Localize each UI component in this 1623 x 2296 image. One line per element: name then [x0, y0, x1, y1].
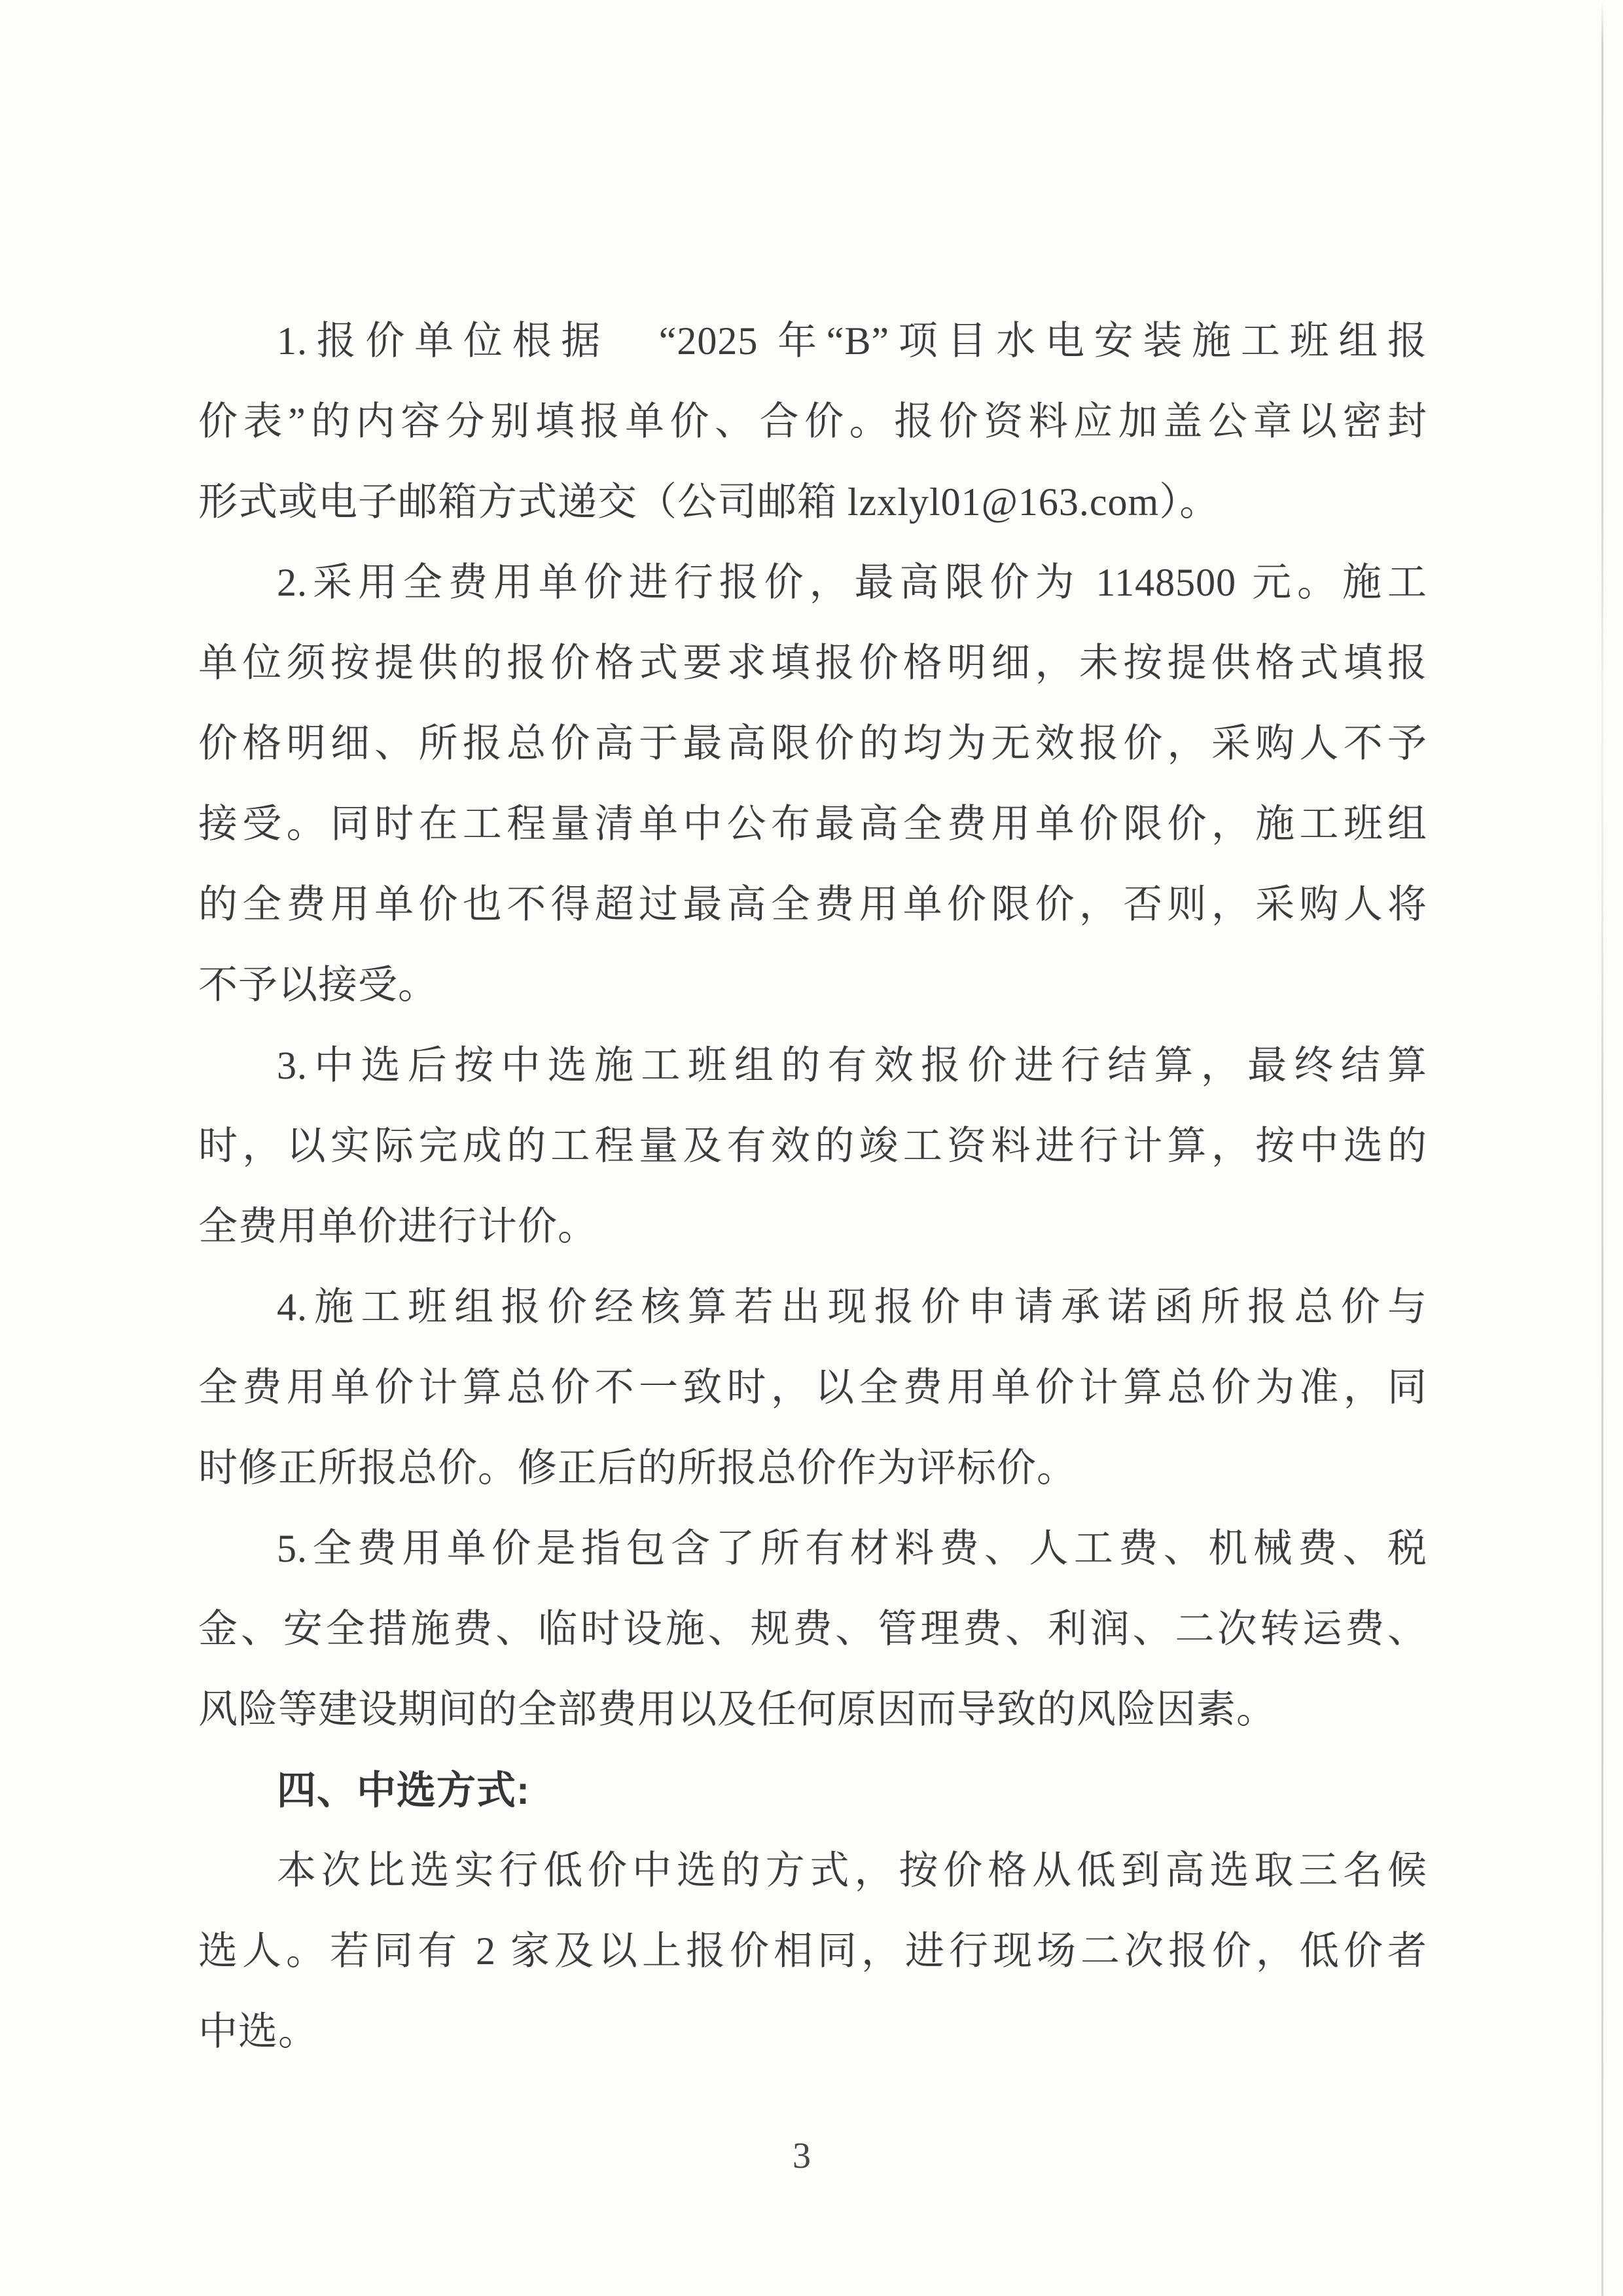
text-line: 全费用单价计算总价不一致时，以全费用单价计算总价为准，同 [198, 1366, 1427, 1409]
text-line: 接受。同时在工程量清单中公布最高全费用单价限价，施工班组 [198, 802, 1427, 846]
text-line: 时，以实际完成的工程量及有效的竣工资料进行计算，按中选的 [198, 1124, 1427, 1168]
document-body [198, 301, 1427, 2072]
section-heading: 四、中选方式: [277, 1768, 530, 1812]
text-line: 不予以接受。 [198, 963, 438, 1007]
text-line: 价表”的内容分别填报单价、合价。报价资料应加盖公章以密封 [198, 400, 1427, 443]
text-line: 选人。若同有 2 家及以上报价相同，进行现场二次报价，低价者 [198, 1929, 1427, 1973]
text-line: 3.中选后按中选施工班组的有效报价进行结算，最终结算 [277, 1044, 1427, 1087]
text-line: 全费用单价进行计价。 [198, 1205, 597, 1248]
text-line: 价格明细、所报总价高于最高限价的均为无效报价，采购人不予 [198, 722, 1427, 765]
text-line: 形式或电子邮箱方式递交（公司邮箱 lzxlyl01@163.com）。 [198, 480, 1220, 524]
text-line: 金、安全措施费、临时设施、规费、管理费、利润、二次转运费、 [198, 1607, 1427, 1651]
scan-artifact-line [1601, 0, 1603, 2296]
text-line: 的全费用单价也不得超过最高全费用单价限价，否则，采购人将 [198, 883, 1427, 926]
text-line: 1.报价单位根据 “2025 年“B”项目水电安装施工班组报 [277, 319, 1427, 363]
text-line: 中选。 [198, 2010, 318, 2053]
text-line: 风险等建设期间的全部费用以及任何原因而导致的风险因素。 [198, 1688, 1276, 1731]
page-number: 3 [793, 2136, 811, 2176]
text-line: 2.采用全费用单价进行报价，最高限价为 1148500 元。施工 [277, 561, 1427, 604]
text-line: 时修正所报总价。修正后的所报总价作为评标价。 [198, 1446, 1077, 1490]
text-line: 本次比选实行低价中选的方式，按价格从低到高选取三名候 [277, 1849, 1427, 1892]
text-line: 单位须按提供的报价格式要求填报价格明细，未按提供格式填报 [198, 641, 1427, 685]
text-line: 5.全费用单价是指包含了所有材料费、人工费、机械费、税 [277, 1527, 1427, 1570]
text-line: 4.施工班组报价经核算若出现报价申请承诺函所报总价与 [277, 1285, 1427, 1329]
page-footer [0, 2135, 1603, 2177]
